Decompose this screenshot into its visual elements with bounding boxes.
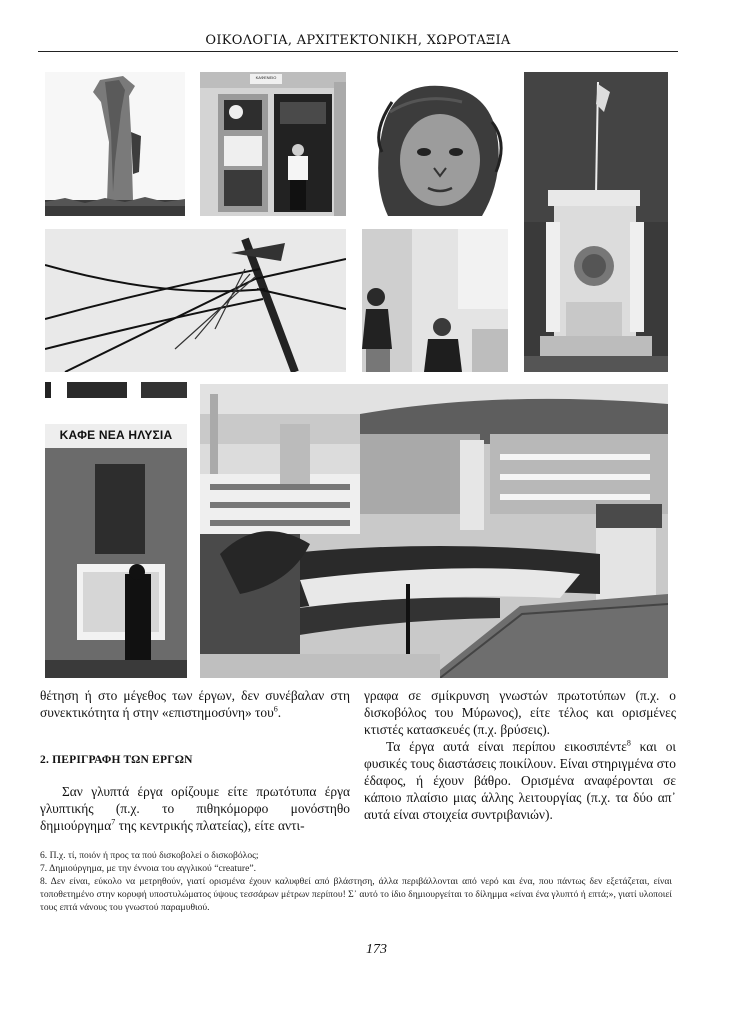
photo-child-face [362, 72, 508, 216]
photo-strip [45, 382, 187, 398]
header-rule [38, 51, 678, 52]
photo-two-girls [362, 229, 508, 372]
left-column [40, 687, 350, 721]
left-column-body [40, 783, 350, 834]
footnotes [40, 849, 672, 914]
footnote-ref-8: 8 [626, 738, 631, 748]
shop-sign: ΚΑΦΕ ΝΕΑ ΗΛΥΣΙΑ [59, 428, 173, 442]
right-paragraph-works: Τα έργα αυτά είναι περίπου εικοσιπέντε$^8$ και οι φυσικές τους διαστάσεις ποικίλουν. Είναι στηριγμένα στο έδαφος, ή έχουν βάθρο. Ορισμένα αναφέρονται σε κάποιο πλαίσιο μιας άλλης λειτουργίας (π.χ. τα δύο απ᾽ αυτά είναι στοιχεία συντριβανιών). [364, 738, 676, 822]
right-column [364, 687, 676, 823]
photo-town-square [200, 384, 668, 678]
photo-shop-front [45, 424, 187, 678]
photo-utility-wires [45, 229, 346, 372]
running-header: ΟΙΚΟΛΟΓΙΑ, ΑΡΧΙΤΕΚΤΟΝΙΚΗ, ΧΩΡΟΤΑΞΙΑ [205, 33, 511, 48]
page-number: 173 [366, 942, 387, 957]
footnote-7: 7. Δημιούργημα, με την έννοια του αγγλικού “creature”. [40, 863, 257, 874]
section-title: 2. ΠΕΡΙΓΡΑΦΗ ΤΩΝ ΕΡΓΩΝ [40, 754, 193, 766]
left-paragraph-definition: Σαν γλυπτά έργα ορίζουμε είτε πρωτότυπα έργα γλυπτικής (π.χ. το πιθηκόμορφο μονόστηθο δημιούργημα$^7$ της κεντρικής πλατείας), είτε αντι- [40, 784, 350, 833]
left-paragraph-continued: θέτηση ή στο μέγεθος των έργων, δεν συνέβαλαν στη συνεκτικότητα ή στην «επιστημοσύνη» του$^6$. [40, 688, 350, 720]
footnote-ref-6: 6 [273, 704, 278, 714]
footnote-ref-7: 7 [111, 817, 116, 827]
right-paragraph-continued: γραφα σε σμίκρυνση γνωστών πρωτοτύπων (π.χ. ο δισκοβόλος του Μύρωνος), είτε τέλος και ορισμένες κτιστές κατασκευές (π.χ. βρύσεις). [364, 688, 676, 737]
footnote-8: 8. Δεν είναι, εύκολο να μετρηθούν, γιατί ορισμένα έχουν καλυφθεί από βλάστηση, άλλα περιβάλλονται από νερό και ένα, που πάντως δεν εξετάζεται, είναι τοποθετημένο στην κορυφή υποστυλώματος ύψους τεσσάρων μέτρων περίπου! Σ᾽ αυτό το ίδιο δημιουργείται το δίλημμα «είναι ένα γλυπτό ή επτά;», γιατί υλοποιεί τους επτά νάνους του γνωστού παραμυθιού. [40, 876, 672, 913]
door-sign: ΚΑΦΕΝΕΙΟ [255, 75, 277, 80]
footnote-6: 6. Π.χ. τί, ποιόν ή προς τα πού δισκοβολεί ο δισκοβόλος; [40, 850, 259, 861]
photo-monument-flag [524, 72, 668, 372]
photo-doorway [200, 72, 346, 216]
photo-broken-sculpture [45, 72, 185, 216]
